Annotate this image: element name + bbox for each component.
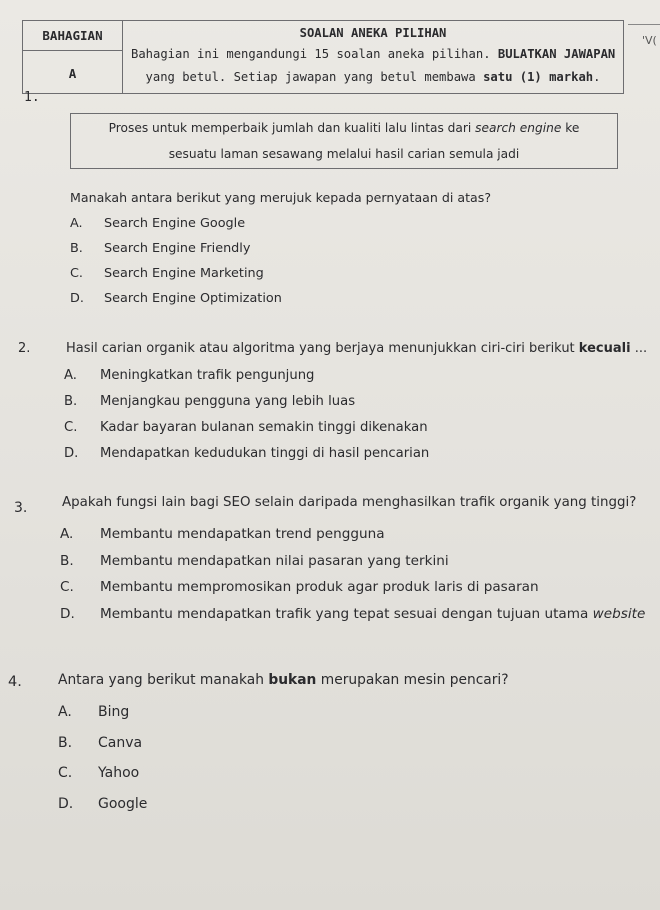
option-text: Kadar bayaran bulanan semakin tinggi dikenakan xyxy=(100,420,428,435)
question-3-option-d[interactable] xyxy=(60,606,645,622)
question-1-option-a[interactable] xyxy=(70,216,245,231)
section-value: A xyxy=(68,65,77,81)
definition-text: ke xyxy=(561,121,580,135)
question-3-option-a[interactable] xyxy=(60,526,385,542)
option-text: Membantu mendapatkan trafik yang tepat sesuai dengan tujuan utama xyxy=(100,606,593,622)
option-text: Meningkatkan trafik pengunjung xyxy=(100,368,315,383)
instruction-line-2 xyxy=(131,70,615,84)
question-1-number: 1. xyxy=(24,90,40,105)
option-letter: C. xyxy=(70,266,84,281)
option-letter: A. xyxy=(64,368,77,383)
question-3-option-c[interactable] xyxy=(60,579,539,595)
option-letter: C. xyxy=(64,420,78,435)
definition-line-1 xyxy=(71,121,617,135)
option-letter: B. xyxy=(70,241,83,256)
question-2-option-a[interactable] xyxy=(64,368,314,383)
option-letter: D. xyxy=(58,796,74,812)
option-text: Yahoo xyxy=(98,765,140,781)
question-2-option-c[interactable] xyxy=(64,420,428,435)
question-2-option-d[interactable] xyxy=(64,446,429,461)
question-emphasis: bukan xyxy=(268,672,317,688)
question-1-option-b[interactable] xyxy=(70,241,250,256)
section-title: SOALAN ANEKA PILIHAN xyxy=(299,26,447,40)
question-3-number: 3. xyxy=(14,500,28,516)
question-4-option-a[interactable] xyxy=(58,704,129,720)
instruction-text: Bahagian ini mengandungi 15 soalan aneka pilihan. xyxy=(131,47,498,61)
option-letter: B. xyxy=(60,553,74,569)
instruction-text: yang betul. Setiap jawapan yang betul membawa xyxy=(145,70,484,84)
instruction-cell xyxy=(123,21,623,93)
question-4-option-c[interactable] xyxy=(58,765,139,781)
option-text: Search Engine Marketing xyxy=(104,266,264,281)
edge-handwritten-mark: 'V( xyxy=(642,34,657,47)
option-text: Search Engine Optimization xyxy=(104,291,282,306)
question-emphasis: kecuali xyxy=(578,341,631,356)
question-3-text: Apakah fungsi lain bagi SEO selain daripada menghasilkan trafik organik yang tinggi? xyxy=(62,495,637,510)
option-letter: B. xyxy=(58,735,73,751)
option-text: Menjangkau pengguna yang lebih luas xyxy=(100,394,356,409)
question-text: Hasil carian organik atau algoritma yang berjaya menunjukkan ciri-ciri berikut xyxy=(66,341,579,356)
option-text: Membantu mempromosikan produk agar produk laris di pasaran xyxy=(100,579,539,595)
definition-line-2: sesuatu laman sesawang melalui hasil carian semula jadi xyxy=(168,147,520,161)
instruction-line-1 xyxy=(131,47,615,61)
question-4-number: 4. xyxy=(8,674,22,690)
question-text: merupakan mesin pencari? xyxy=(316,672,509,688)
question-4-option-d[interactable] xyxy=(58,796,147,812)
option-italic: website xyxy=(592,606,646,622)
option-letter: D. xyxy=(60,606,75,622)
option-letter: A. xyxy=(70,216,83,231)
edge-line xyxy=(628,24,660,25)
question-2-number: 2. xyxy=(18,341,31,356)
option-text: Membantu mendapatkan nilai pasaran yang terkini xyxy=(100,553,449,569)
question-1-option-d[interactable] xyxy=(70,291,282,306)
question-text: ... xyxy=(630,341,648,356)
question-4-option-b[interactable] xyxy=(58,735,142,751)
option-letter: D. xyxy=(64,446,79,461)
question-3-option-b[interactable] xyxy=(60,553,449,569)
option-text: Bing xyxy=(98,704,130,720)
option-text: Membantu mendapatkan trend pengguna xyxy=(100,526,385,542)
option-letter: C. xyxy=(58,765,73,781)
instruction-emphasis: BULATKAN JAWAPAN xyxy=(497,47,616,61)
definition-text: Proses untuk memperbaik jumlah dan kualiti lalu lintas dari xyxy=(108,121,476,135)
instruction-text: . xyxy=(593,70,601,84)
question-1-option-c[interactable] xyxy=(70,266,264,281)
question-2-text xyxy=(66,341,647,356)
option-text: Mendapatkan kedudukan tinggi di hasil pencarian xyxy=(100,446,430,461)
section-label: BAHAGIAN xyxy=(23,21,122,51)
option-letter: A. xyxy=(60,526,74,542)
question-1-text: Manakah antara berikut yang merujuk kepada pernyataan di atas? xyxy=(70,190,491,205)
definition-italic: search engine xyxy=(475,121,562,135)
option-text: Search Engine Friendly xyxy=(104,241,251,256)
option-letter: D. xyxy=(70,291,84,306)
section-header-table xyxy=(22,20,624,94)
option-text: Search Engine Google xyxy=(104,216,246,231)
question-4-text xyxy=(58,672,509,688)
option-text: Canva xyxy=(98,735,143,751)
question-1-definition-box xyxy=(70,113,618,169)
section-cell xyxy=(23,21,123,93)
option-letter: B. xyxy=(64,394,78,409)
option-letter: A. xyxy=(58,704,72,720)
instruction-emphasis: satu (1) markah xyxy=(483,70,594,84)
question-text: Antara yang berikut manakah xyxy=(58,672,269,688)
question-2-option-b[interactable] xyxy=(64,394,355,409)
option-letter: C. xyxy=(60,579,74,595)
option-text: Google xyxy=(98,796,148,812)
